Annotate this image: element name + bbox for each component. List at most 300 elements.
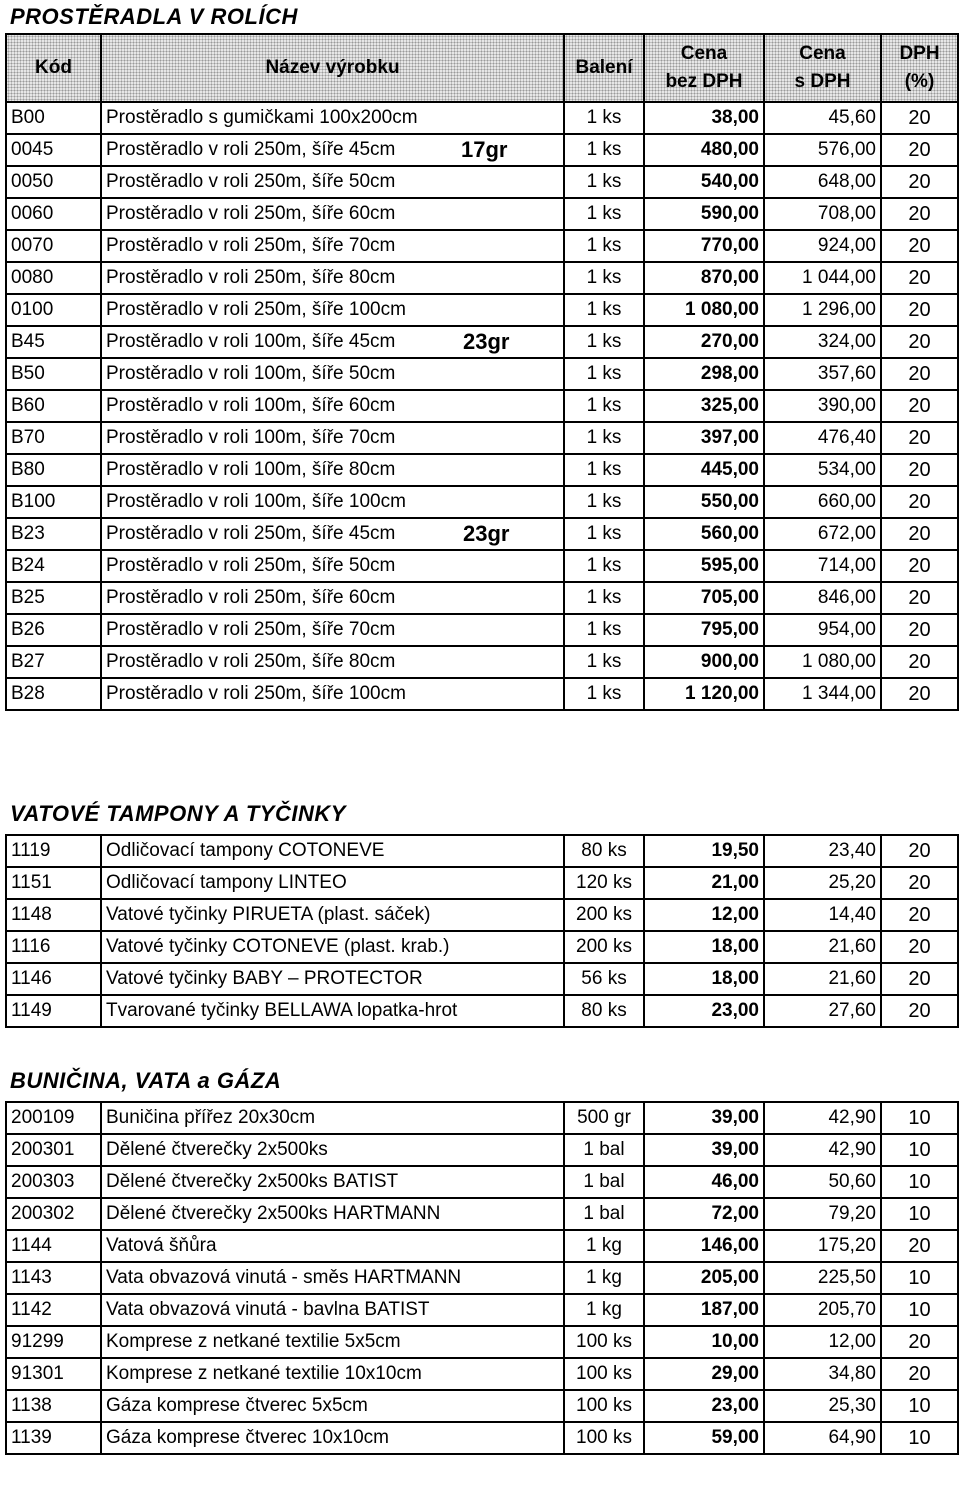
price-with-vat — [764, 614, 881, 646]
price-with-vat-text: 708,00 — [817, 203, 876, 224]
price-with-vat-text: 50,60 — [828, 1171, 876, 1192]
header-vat: DPH (%) — [881, 34, 958, 102]
product-name — [101, 390, 564, 422]
cotton-pads-table — [5, 834, 959, 1028]
product-code-text: 0050 — [11, 171, 54, 192]
product-code-text: 0080 — [11, 267, 54, 288]
price-with-vat — [764, 1198, 881, 1230]
package-size-text: 1 ks — [586, 171, 622, 192]
price-without-vat — [644, 454, 764, 486]
price-without-vat-text: 38,00 — [711, 107, 759, 128]
vat-rate-text: 10 — [908, 1266, 931, 1289]
product-code — [6, 262, 101, 294]
product-code — [6, 198, 101, 230]
vat-rate-text: 20 — [908, 298, 931, 321]
price-with-vat — [764, 1390, 881, 1422]
product-code — [6, 867, 101, 899]
product-name — [101, 1198, 564, 1230]
package-size-text: 1 ks — [586, 395, 622, 416]
package-size — [564, 963, 644, 995]
price-without-vat — [644, 614, 764, 646]
product-code — [6, 550, 101, 582]
table-row — [6, 1358, 958, 1390]
product-code — [6, 1102, 101, 1134]
product-code — [6, 931, 101, 963]
product-code — [6, 1134, 101, 1166]
price-without-vat — [644, 899, 764, 931]
table-row — [6, 614, 958, 646]
price-with-vat-text: 14,40 — [828, 904, 876, 925]
product-code-text: B26 — [11, 619, 45, 640]
price-with-vat-text: 846,00 — [817, 587, 876, 608]
package-size-text: 1 bal — [583, 1203, 625, 1224]
table-row — [6, 1326, 958, 1358]
price-without-vat — [644, 486, 764, 518]
product-code-text: 0100 — [11, 299, 54, 320]
product-code — [6, 358, 101, 390]
table-row — [6, 1390, 958, 1422]
product-name — [101, 646, 564, 678]
product-name-text: Prostěradlo v roli 100m, šíře 60cm — [106, 395, 396, 416]
vat-rate — [881, 1102, 958, 1134]
package-size-text: 1 ks — [586, 299, 622, 320]
product-name — [101, 134, 564, 166]
vat-rate-text: 20 — [908, 839, 931, 862]
price-with-vat — [764, 102, 881, 134]
price-with-vat-text: 12,00 — [828, 1331, 876, 1352]
vat-rate — [881, 1358, 958, 1390]
price-without-vat — [644, 1198, 764, 1230]
price-without-vat — [644, 262, 764, 294]
product-code-text: 1144 — [11, 1235, 52, 1256]
package-size — [564, 582, 644, 614]
price-with-vat — [764, 326, 881, 358]
price-without-vat — [644, 867, 764, 899]
price-without-vat-text: 29,00 — [711, 1363, 759, 1384]
package-size — [564, 166, 644, 198]
package-size-text: 1 ks — [586, 363, 622, 384]
table-row — [6, 963, 958, 995]
package-size — [564, 1102, 644, 1134]
price-without-vat — [644, 1358, 764, 1390]
vat-rate-text: 20 — [908, 554, 931, 577]
price-without-vat — [644, 230, 764, 262]
product-name — [101, 931, 564, 963]
vat-rate — [881, 931, 958, 963]
table-row — [6, 646, 958, 678]
table-row — [6, 678, 958, 710]
product-name-text: Prostěradlo v roli 250m, šíře 60cm — [106, 587, 396, 608]
vat-rate — [881, 294, 958, 326]
price-with-vat — [764, 678, 881, 710]
price-with-vat-text: 42,90 — [828, 1139, 876, 1160]
package-size — [564, 390, 644, 422]
package-size — [564, 1358, 644, 1390]
price-without-vat — [644, 1326, 764, 1358]
price-without-vat — [644, 358, 764, 390]
vat-rate — [881, 899, 958, 931]
product-name — [101, 550, 564, 582]
table-row — [6, 1102, 958, 1134]
vat-rate-text: 20 — [908, 106, 931, 129]
price-with-vat — [764, 550, 881, 582]
product-name — [101, 1390, 564, 1422]
package-size-text: 1 ks — [586, 587, 622, 608]
table-row — [6, 166, 958, 198]
package-size — [564, 1390, 644, 1422]
product-code-text: B28 — [11, 683, 45, 704]
product-code-text: 200303 — [11, 1171, 75, 1192]
product-name — [101, 230, 564, 262]
price-with-vat-text: 954,00 — [817, 619, 876, 640]
product-name — [101, 1422, 564, 1454]
product-name — [101, 582, 564, 614]
product-code — [6, 326, 101, 358]
vat-rate-text: 10 — [908, 1426, 931, 1449]
product-code — [6, 390, 101, 422]
product-code-text: 1146 — [11, 968, 52, 989]
table-row — [6, 1198, 958, 1230]
product-name — [101, 198, 564, 230]
vat-rate — [881, 867, 958, 899]
vat-rate — [881, 1326, 958, 1358]
product-code — [6, 422, 101, 454]
product-code-text: 0060 — [11, 203, 54, 224]
product-name — [101, 963, 564, 995]
price-with-vat-text: 648,00 — [817, 171, 876, 192]
price-without-vat-text: 205,00 — [700, 1267, 759, 1288]
product-name-text: Buničina přířez 20x30cm — [106, 1107, 316, 1128]
vat-rate — [881, 614, 958, 646]
price-without-vat — [644, 102, 764, 134]
package-size — [564, 1262, 644, 1294]
product-name-text: Vata obvazová vinutá - směs HARTMANN — [106, 1267, 462, 1288]
vat-rate — [881, 166, 958, 198]
product-name — [101, 422, 564, 454]
package-size-text: 120 ks — [576, 872, 632, 893]
price-with-vat-text: 25,20 — [828, 872, 876, 893]
price-with-vat-text: 1 296,00 — [802, 299, 876, 320]
price-without-vat-text: 12,00 — [711, 904, 759, 925]
product-name-text: Prostěradlo v roli 250m, šíře 100cm — [106, 299, 406, 320]
vat-rate-text: 20 — [908, 522, 931, 545]
package-size — [564, 1422, 644, 1454]
product-code — [6, 1358, 101, 1390]
price-with-vat — [764, 1102, 881, 1134]
table-row — [6, 867, 958, 899]
product-name — [101, 835, 564, 867]
product-code-text: 1149 — [11, 1000, 52, 1021]
product-name-text: Gáza komprese čtverec 5x5cm — [106, 1395, 368, 1416]
price-with-vat-text: 672,00 — [817, 523, 876, 544]
vat-rate — [881, 390, 958, 422]
product-name — [101, 899, 564, 931]
price-with-vat-text: 34,80 — [828, 1363, 876, 1384]
price-without-vat — [644, 678, 764, 710]
price-without-vat — [644, 1134, 764, 1166]
product-name-text: Prostěradlo v roli 250m, šíře 60cm — [106, 203, 396, 224]
package-size — [564, 614, 644, 646]
price-without-vat-text: 795,00 — [700, 619, 759, 640]
package-size-text: 80 ks — [581, 840, 627, 861]
package-size — [564, 835, 644, 867]
header-price-vat: Cena s DPH — [764, 34, 881, 102]
price-without-vat-text: 480,00 — [700, 139, 759, 160]
product-name-text: Komprese z netkané textilie 10x10cm — [106, 1363, 422, 1384]
product-code — [6, 899, 101, 931]
bed-sheets-table — [5, 33, 959, 711]
package-size — [564, 899, 644, 931]
vat-rate-text: 20 — [908, 426, 931, 449]
table-row — [6, 550, 958, 582]
package-size — [564, 294, 644, 326]
package-size — [564, 678, 644, 710]
package-size — [564, 102, 644, 134]
price-with-vat — [764, 1294, 881, 1326]
package-size-text: 56 ks — [581, 968, 627, 989]
vat-rate — [881, 1294, 958, 1326]
product-name-text: Prostěradlo v roli 250m, šíře 50cm — [106, 171, 396, 192]
vat-rate — [881, 1134, 958, 1166]
table-row — [6, 899, 958, 931]
product-name-text: Prostěradlo v roli 250m, šíře 45cm — [106, 139, 396, 160]
product-code — [6, 134, 101, 166]
price-without-vat-text: 1 120,00 — [685, 683, 759, 704]
price-without-vat — [644, 835, 764, 867]
product-code — [6, 230, 101, 262]
product-name-text: Vatové tyčinky PIRUETA (plast. sáček) — [106, 904, 431, 925]
product-name — [101, 995, 564, 1027]
package-size — [564, 198, 644, 230]
table-row — [6, 1422, 958, 1454]
package-size-text: 1 ks — [586, 267, 622, 288]
package-size — [564, 1166, 644, 1198]
product-code-text: 1143 — [11, 1267, 52, 1288]
price-without-vat-text: 298,00 — [700, 363, 759, 384]
price-with-vat-text: 175,20 — [817, 1235, 876, 1256]
header-package: Balení — [564, 34, 644, 102]
vat-rate-text: 20 — [908, 1362, 931, 1385]
product-code-text: 1138 — [11, 1395, 52, 1416]
product-name — [101, 614, 564, 646]
product-code-text: B45 — [11, 331, 45, 352]
price-without-vat — [644, 326, 764, 358]
product-code-text: 91301 — [11, 1363, 64, 1384]
price-without-vat-text: 900,00 — [700, 651, 759, 672]
price-with-vat — [764, 582, 881, 614]
vat-rate — [881, 646, 958, 678]
product-name — [101, 1134, 564, 1166]
product-name — [101, 102, 564, 134]
package-size-text: 1 ks — [586, 683, 622, 704]
product-name-text: Prostěradlo v roli 250m, šíře 80cm — [106, 267, 396, 288]
vat-rate-text: 20 — [908, 586, 931, 609]
product-name — [101, 1102, 564, 1134]
vat-rate — [881, 518, 958, 550]
price-without-vat-text: 59,00 — [711, 1427, 759, 1448]
product-code-text: 0070 — [11, 235, 54, 256]
package-size-text: 100 ks — [576, 1427, 632, 1448]
package-size-text: 1 ks — [586, 427, 622, 448]
price-without-vat — [644, 1166, 764, 1198]
product-name — [101, 1358, 564, 1390]
package-size — [564, 230, 644, 262]
package-size-text: 1 ks — [586, 619, 622, 640]
product-code-text: B70 — [11, 427, 45, 448]
price-with-vat — [764, 646, 881, 678]
header-price: Cena bez DPH — [644, 34, 764, 102]
product-code-text: 200302 — [11, 1203, 75, 1224]
product-code-text: 1139 — [11, 1427, 52, 1448]
price-with-vat — [764, 358, 881, 390]
price-with-vat — [764, 963, 881, 995]
product-name-text: Dělené čtverečky 2x500ks — [106, 1139, 328, 1160]
vat-rate — [881, 550, 958, 582]
table-row — [6, 262, 958, 294]
product-code — [6, 646, 101, 678]
price-with-vat — [764, 1326, 881, 1358]
price-with-vat-text: 79,20 — [828, 1203, 876, 1224]
price-with-vat-text: 476,40 — [817, 427, 876, 448]
product-name-text: Prostěradlo v roli 250m, šíře 45cm — [106, 523, 396, 544]
vat-rate — [881, 1230, 958, 1262]
price-with-vat-text: 1 344,00 — [802, 683, 876, 704]
product-name — [101, 1166, 564, 1198]
product-code-text: B27 — [11, 651, 45, 672]
price-without-vat-text: 21,00 — [711, 872, 759, 893]
price-with-vat — [764, 1262, 881, 1294]
price-with-vat — [764, 1230, 881, 1262]
price-with-vat — [764, 931, 881, 963]
price-with-vat-text: 357,60 — [817, 363, 876, 384]
product-code — [6, 102, 101, 134]
price-with-vat-text: 390,00 — [817, 395, 876, 416]
product-name-text: Odličovací tampony LINTEO — [106, 872, 347, 893]
vat-rate-text: 10 — [908, 1394, 931, 1417]
product-code-text: B25 — [11, 587, 45, 608]
table-header-row — [6, 34, 958, 102]
package-size — [564, 1134, 644, 1166]
product-name-text: Prostěradlo v roli 250m, šíře 70cm — [106, 235, 396, 256]
price-with-vat-text: 45,60 — [828, 107, 876, 128]
product-code — [6, 166, 101, 198]
vat-rate — [881, 582, 958, 614]
price-without-vat-text: 18,00 — [711, 936, 759, 957]
product-name-text: Tvarované tyčinky BELLAWA lopatka-hrot — [106, 1000, 458, 1021]
vat-rate-text: 20 — [908, 490, 931, 513]
vat-rate-text: 20 — [908, 234, 931, 257]
product-code — [6, 582, 101, 614]
vat-rate-text: 10 — [908, 1202, 931, 1225]
product-name — [101, 262, 564, 294]
table-row — [6, 1230, 958, 1262]
price-with-vat — [764, 198, 881, 230]
product-code-text: B50 — [11, 363, 45, 384]
product-name-text: Prostěradlo v roli 250m, šíře 80cm — [106, 651, 396, 672]
product-name — [101, 358, 564, 390]
price-without-vat — [644, 1294, 764, 1326]
vat-rate — [881, 1166, 958, 1198]
product-code — [6, 518, 101, 550]
product-name — [101, 1230, 564, 1262]
vat-rate-text: 20 — [908, 618, 931, 641]
product-name — [101, 454, 564, 486]
product-name-text: Vatové tyčinky COTONEVE (plast. krab.) — [106, 936, 450, 957]
package-size — [564, 995, 644, 1027]
vat-rate-text: 10 — [908, 1170, 931, 1193]
product-code — [6, 963, 101, 995]
vat-rate-text: 20 — [908, 903, 931, 926]
weight-label: 23gr — [463, 521, 510, 546]
price-without-vat-text: 540,00 — [700, 171, 759, 192]
price-without-vat-text: 23,00 — [711, 1395, 759, 1416]
product-code-text: B24 — [11, 555, 45, 576]
price-with-vat-text: 324,00 — [817, 331, 876, 352]
vat-rate-text: 20 — [908, 935, 931, 958]
vat-rate-text: 20 — [908, 362, 931, 385]
product-code-text: 1148 — [11, 904, 52, 925]
package-size-text: 80 ks — [581, 1000, 627, 1021]
package-size — [564, 646, 644, 678]
product-code — [6, 1390, 101, 1422]
price-without-vat — [644, 1102, 764, 1134]
price-without-vat — [644, 422, 764, 454]
vat-rate — [881, 678, 958, 710]
package-size — [564, 1230, 644, 1262]
product-name-text: Prostěradlo v roli 100m, šíře 45cm — [106, 331, 396, 352]
price-without-vat-text: 39,00 — [711, 1139, 759, 1160]
price-without-vat — [644, 1262, 764, 1294]
price-without-vat-text: 595,00 — [700, 555, 759, 576]
vat-rate-text: 10 — [908, 1106, 931, 1129]
package-size-text: 1 ks — [586, 331, 622, 352]
price-without-vat — [644, 294, 764, 326]
product-code-text: 91299 — [11, 1331, 64, 1352]
vat-rate — [881, 198, 958, 230]
table-row — [6, 358, 958, 390]
product-name-text: Prostěradlo v roli 250m, šíře 50cm — [106, 555, 396, 576]
vat-rate — [881, 326, 958, 358]
price-without-vat — [644, 198, 764, 230]
price-without-vat-text: 146,00 — [700, 1235, 759, 1256]
vat-rate — [881, 422, 958, 454]
price-without-vat — [644, 166, 764, 198]
product-name-text: Prostěradlo v roli 250m, šíře 100cm — [106, 683, 406, 704]
product-name-text: Vatové tyčinky BABY – PROTECTOR — [106, 968, 423, 989]
product-name — [101, 294, 564, 326]
price-without-vat-text: 770,00 — [700, 235, 759, 256]
price-without-vat — [644, 582, 764, 614]
price-with-vat-text: 225,50 — [817, 1267, 876, 1288]
price-with-vat-text: 21,60 — [828, 936, 876, 957]
product-name-text: Prostěradlo v roli 100m, šíře 80cm — [106, 459, 396, 480]
table-row — [6, 486, 958, 518]
package-size — [564, 262, 644, 294]
vat-rate-text: 20 — [908, 650, 931, 673]
price-without-vat — [644, 1390, 764, 1422]
vat-rate-text: 20 — [908, 1330, 931, 1353]
package-size — [564, 358, 644, 390]
table-row — [6, 422, 958, 454]
price-with-vat-text: 21,60 — [828, 968, 876, 989]
weight-label: 23gr — [463, 329, 510, 354]
package-size — [564, 931, 644, 963]
package-size-text: 1 ks — [586, 491, 622, 512]
vat-rate-text: 20 — [908, 458, 931, 481]
package-size-text: 1 ks — [586, 523, 622, 544]
package-size — [564, 326, 644, 358]
price-without-vat-text: 46,00 — [711, 1171, 759, 1192]
